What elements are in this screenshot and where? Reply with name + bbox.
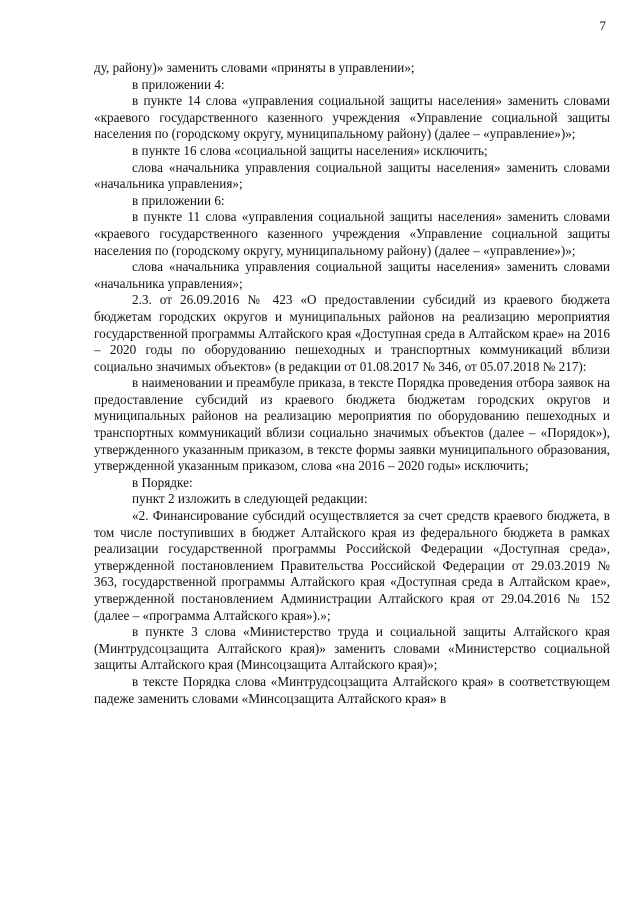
paragraph: в Порядке:: [132, 474, 193, 490]
paragraph: слова «начальника управления социальной защиты населения» заменить словами «начальника управления»;: [94, 159, 610, 192]
paragraph: 2.3. от 26.09.2016 № 423 «О предоставлении субсидий из краевого бюджета бюджетам городских округов и муниципальных районов на реализацию мероприятия государственной программы Алтайского края «Доступная среда в Алтайском крае» на 2016 – 2020 годы по оборудованию пешеходных и транспортных коммуникаций вблизи социально значимых объектов» (в редакции от 01.08.2017 № 346, от 05.07.2018 № 217):: [94, 292, 610, 374]
document-body: [94, 60, 610, 707]
page-number: 7: [599, 18, 606, 33]
paragraph: ду, району)» заменить словами «приняты в управлении»;: [94, 60, 415, 75]
paragraph: в наименовании и преамбуле приказа, в тексте Порядка проведения отбора заявок на предоставление субсидий из краевого бюджета бюджетам городских округов и муниципальных районов на реализацию мероприятия по оборудованию пешеходных и транспортных коммуникаций вблизи социально значимых объектов (далее – «Порядок»), утвержденного указанным приказом, в тексте формы заявки муниципального образования, утвержденной указанным приказом, слова «на 2016 – 2020 годы» исключить;: [94, 375, 610, 474]
paragraph: в пункте 3 слова «Министерство труда и социальной защиты Алтайского края (Минтрудсоцзащита Алтайского края)» заменить словами «Министерство социальной защиты Алтайского края (Минсоцзащита Алтайского края)»;: [94, 624, 610, 673]
paragraph: в тексте Порядка слова «Минтрудсоцзащита Алтайского края» в соответствующем падеже заменить словами «Минсоцзащита Алтайского края» в: [94, 673, 610, 706]
paragraph: слова «начальника управления социальной защиты населения» заменить словами «начальника управления»;: [94, 259, 610, 291]
paragraph: пункт 2 изложить в следующей редакции:: [132, 491, 368, 507]
paragraph: в пункте 14 слова «управления социальной защиты населения» заменить словами «краевого государственного казенного учреждения «Управление социальной защиты населения по (городскому округу, муниципальному району) (далее – «управление»)»;: [94, 93, 610, 142]
paragraph: в приложении 6:: [132, 192, 225, 208]
paragraph: в пункте 16 слова «социальной защиты населения» исключить;: [132, 142, 488, 158]
paragraph: в пункте 11 слова «управления социальной защиты населения» заменить словами «краевого государственного казенного учреждения «Управление социальной защиты населения по (городскому округу, муниципальному району) (далее – «управление»)»;: [94, 209, 610, 258]
paragraph: «2. Финансирование субсидий осуществляется за счет средств краевого бюджета, в том числе поступивших в бюджет Алтайского края из федерального бюджета в рамках реализации государственной программы Российской Федерации «Доступная среда», утвержденной постановлением Правительства Российской Федерации от 29.03.2019 № 363, государственной программы Алтайского края «Доступная среда в Алтайском крае», утвержденной постановлением Администрации Алтайского края от 29.04.2016 № 152 (далее – «программа Алтайского края»).»;: [94, 508, 610, 623]
paragraph: в приложении 4:: [132, 76, 225, 92]
